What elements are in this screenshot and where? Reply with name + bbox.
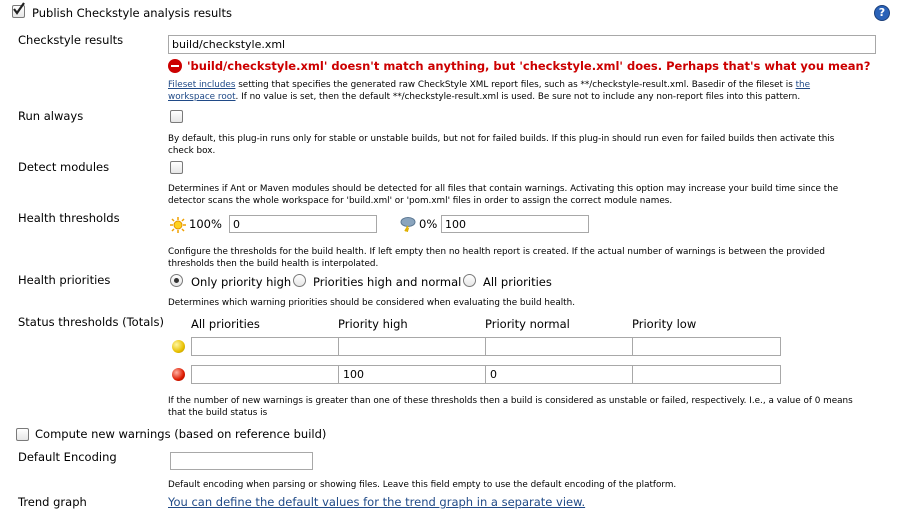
unstable-high-input[interactable] [338,337,486,356]
default-encoding-input[interactable] [170,452,313,470]
compute-new-checkbox[interactable] [16,428,29,441]
fileset-includes-link[interactable]: Fileset includes [168,80,236,90]
help-icon[interactable]: ? [874,5,890,21]
publish-label: Publish Checkstyle analysis results [32,6,232,20]
column-priority-normal: Priority normal [485,317,570,331]
stormy-threshold-input[interactable] [441,215,589,233]
checkstyle-results-label: Checkstyle results [18,33,124,47]
run-always-label: Run always [18,109,84,123]
unstable-normal-input[interactable] [485,337,633,356]
yellow-ball-icon [172,340,185,353]
radio-high-normal-label: Priorities high and normal [313,275,462,289]
detect-modules-description: Determines if Ant or Maven modules should be detected for all files that contain warnings. Activating this option may increase your build time since the detector scans the whole workspace for 'build.xml' or 'pom.xml' files in order to assign the correct module names. [168,184,839,206]
trend-graph-link[interactable]: You can define the default values for the trend graph in a separate view. [168,495,586,509]
publish-checkbox[interactable] [12,5,25,18]
failed-normal-input[interactable]: 0 [485,365,633,384]
unstable-all-input[interactable] [191,337,339,356]
sunny-percent: 100% [189,217,222,231]
trend-graph-label: Trend graph [18,495,87,509]
radio-high-normal[interactable] [293,274,306,287]
column-priority-low: Priority low [632,317,697,331]
health-priorities-label: Health priorities [18,273,111,287]
run-always-description: By default, this plug-in runs only for stable or unstable builds, but not for failed builds. If this plug-in should run even for failed builds then activate this check box. [168,134,835,156]
unstable-low-input[interactable] [632,337,781,356]
failed-low-input[interactable] [632,365,781,384]
sunny-weather-icon [170,217,186,233]
failed-high-input[interactable]: 100 [338,365,486,384]
sunny-threshold-input[interactable] [229,215,377,233]
radio-all-label: All priorities [483,275,552,289]
default-encoding-label: Default Encoding [18,450,117,464]
detect-modules-checkbox[interactable] [170,161,183,174]
radio-only-high[interactable] [170,274,183,287]
status-thresholds-description: If the number of new warnings is greater than one of these thresholds then a build is considered as unstable or failed, respectively. I.e., a value of 0 means that the build status is [168,396,853,418]
checkstyle-results-description: Fileset includes setting that specifies the generated raw CheckStyle XML report files, such as **/checkstyle-result.xml. Basedir of the fileset is the workspace root. If no value is set, then the default **/checkstyle-result.xml is used. Be sure not to include any non-report files into this pattern. [168,80,811,102]
health-thresholds-label: Health thresholds [18,211,120,225]
radio-only-high-label: Only priority high [191,275,292,289]
stormy-percent: 0% [419,217,438,231]
column-all-priorities: All priorities [191,317,260,331]
stormy-weather-icon [399,216,417,232]
workspace-root-link[interactable]: the workspace root [168,80,811,102]
health-priorities-description: Determines which warning priorities should be considered when evaluating the build health. [168,298,575,308]
error-icon [168,59,182,73]
status-thresholds-label: Status thresholds (Totals) [18,315,164,329]
checkstyle-results-input[interactable] [168,35,876,54]
detect-modules-label: Detect modules [18,160,110,174]
red-ball-icon [172,368,185,381]
radio-all[interactable] [463,274,476,287]
health-thresholds-description: Configure the thresholds for the build health. If left empty then no health report is created. If the actual number of warnings is between the provided thresholds then the build health is interpolated. [168,247,825,269]
compute-new-label: Compute new warnings (based on reference build) [35,427,327,441]
default-encoding-description: Default encoding when parsing or showing files. Leave this field empty to use the default encoding of the platform. [168,480,677,490]
failed-all-input[interactable] [191,365,339,384]
run-always-checkbox[interactable] [170,110,183,123]
checkstyle-error-message: 'build/checkstyle.xml' doesn't match anything, but 'checkstyle.xml' does. Perhaps that's what you mean? [187,59,871,73]
checkmark-icon [12,2,26,16]
column-priority-high: Priority high [338,317,408,331]
